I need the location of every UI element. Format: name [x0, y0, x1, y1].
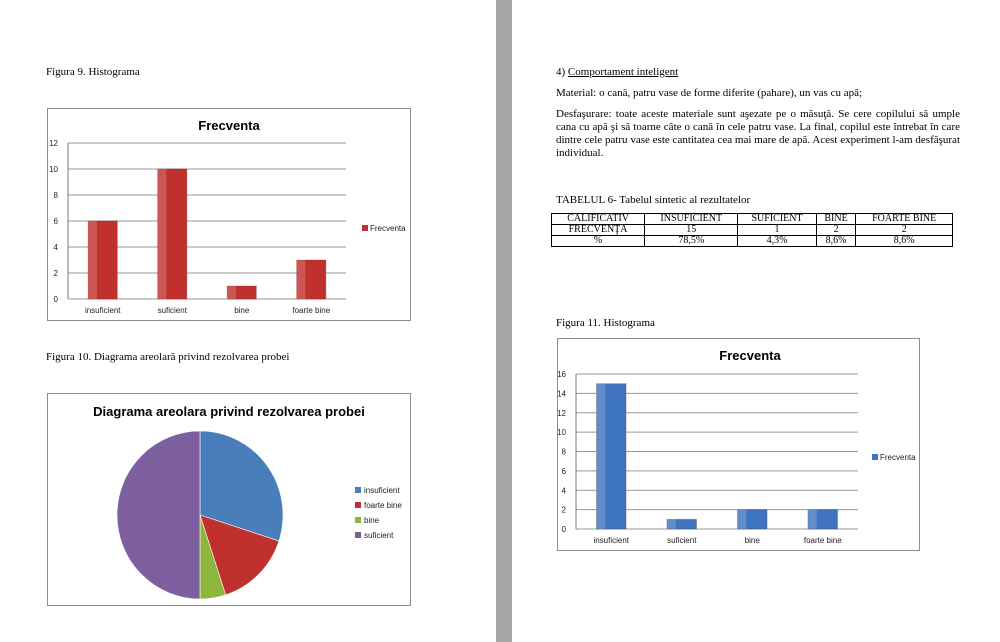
legend-swatch [355, 487, 361, 493]
section-number: 4) [556, 66, 566, 78]
x-tick-label: insuficient [84, 306, 121, 315]
y-tick-label: 6 [561, 466, 566, 476]
legend-swatch [355, 517, 361, 523]
y-tick-label: 10 [557, 428, 566, 438]
histogram-fig9-svg [48, 109, 410, 320]
section-heading [556, 66, 678, 79]
x-tick-label: insuficient [593, 536, 630, 545]
legend-label: Frecventa [880, 453, 916, 462]
y-tick-label: 12 [49, 139, 58, 148]
table-header-cell: FOARTE BINE [856, 214, 953, 225]
x-tick-label: suficient [157, 306, 187, 315]
y-tick-label: 0 [561, 525, 566, 534]
bar-highlight [227, 286, 236, 299]
table-caption: TABELUL 6- Tabelul sintetic al rezultatelor [556, 194, 751, 206]
legend-swatch [355, 532, 361, 538]
chart-title: Frecventa [198, 118, 260, 133]
legend-label: foarte bine [364, 501, 402, 510]
y-tick-label: 6 [53, 217, 58, 226]
y-tick-label: 8 [53, 191, 58, 200]
y-tick-label: 10 [49, 165, 58, 174]
bar-highlight [297, 260, 306, 299]
table-cell: FRECVENŢA [552, 225, 645, 236]
pie-slice [117, 431, 200, 599]
bar-highlight [158, 169, 167, 299]
bar-highlight [596, 384, 605, 529]
bar-highlight [88, 221, 97, 299]
table-header-cell: BINE [816, 214, 856, 225]
table-row [552, 236, 953, 247]
figure-10-caption: Figura 10. Diagrama areolară privind rezolvarea probei [46, 351, 290, 363]
table-row [552, 225, 953, 236]
y-tick-label: 0 [53, 295, 58, 304]
table-cell: % [552, 236, 645, 247]
table-header-row [552, 214, 953, 225]
figure-11-caption: Figura 11. Histograma [556, 317, 655, 329]
legend-swatch [362, 225, 368, 231]
y-tick-label: 8 [561, 447, 566, 457]
y-tick-label: 14 [557, 389, 566, 399]
bar-highlight [667, 519, 676, 529]
table-cell: 78,5% [645, 236, 738, 247]
legend-label: Frecventa [370, 224, 406, 233]
histogram-chart-fig11 [557, 338, 920, 551]
material-paragraph: Material: o cană, patru vase de forme diferite (pahare), un vas cu apă; [556, 87, 863, 99]
histogram-chart-fig9 [47, 108, 411, 321]
document-page-left [0, 0, 496, 642]
legend-swatch [355, 502, 361, 508]
legend-swatch [872, 454, 878, 460]
table-cell: 2 [856, 225, 953, 236]
results-table [551, 213, 953, 247]
x-tick-label: foarte bine [803, 536, 842, 545]
bar-highlight [737, 510, 746, 529]
x-tick-label: suficient [667, 536, 697, 545]
table-header-cell: CALIFICATIV [552, 214, 645, 225]
x-tick-label: bine [744, 536, 760, 545]
y-tick-label: 12 [557, 408, 566, 418]
document-page-right [512, 0, 1000, 642]
table-cell: 8,6% [816, 236, 856, 247]
section-title: Comportament inteligent [567, 66, 679, 78]
table-cell: 4,3% [738, 236, 816, 247]
table-cell: 1 [738, 225, 816, 236]
table-header-cell: SUFICIENT [738, 214, 816, 225]
table-header-cell: INSUFICIENT [645, 214, 738, 225]
y-tick-label: 4 [53, 243, 58, 252]
x-tick-label: foarte bine [292, 306, 331, 315]
chart-title: Frecventa [719, 348, 781, 363]
y-tick-label: 4 [561, 486, 566, 496]
figure-9-caption: Figura 9. Histograma [46, 66, 140, 78]
legend-label: bine [364, 516, 380, 525]
histogram-fig11-svg [558, 339, 919, 550]
table-cell: 8,6% [856, 236, 953, 247]
y-tick-label: 2 [53, 269, 58, 278]
table-cell: 15 [645, 225, 738, 236]
procedure-paragraph: Desfaşurare: toate aceste materiale sunt aşezate pe o măsuţă. Se cere copilului să umple cana cu apă şi să toarne câte o cană în cele patru vase. La final, copilul este întrebat în care dintre cele patru vase este cantitatea cea mai mare de apă. Acest experiment l-am desfăşurat individual. [556, 108, 960, 159]
y-tick-label: 16 [557, 370, 566, 379]
chart-title: Diagrama areolara privind rezolvarea probei [93, 404, 365, 419]
y-tick-label: 2 [561, 505, 566, 515]
x-tick-label: bine [234, 306, 250, 315]
pie-fig10-svg [48, 394, 410, 605]
bar-highlight [808, 510, 817, 529]
pie-chart-fig10 [47, 393, 411, 606]
legend-label: insuficient [364, 486, 400, 495]
table-cell: 2 [816, 225, 856, 236]
legend-label: suficient [364, 531, 394, 540]
